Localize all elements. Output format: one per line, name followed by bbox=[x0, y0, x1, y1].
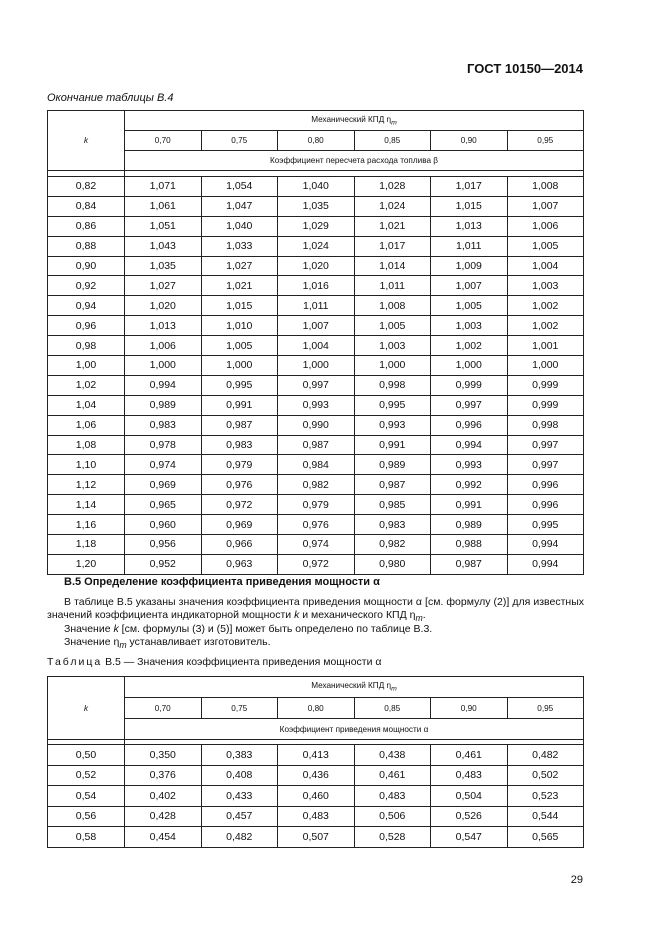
k-value-cell: 1,12 bbox=[48, 475, 125, 495]
value-cell: 0,998 bbox=[507, 415, 584, 435]
value-cell: 1,000 bbox=[507, 356, 584, 376]
value-cell: 1,047 bbox=[201, 196, 278, 216]
value-cell: 1,020 bbox=[278, 256, 355, 276]
k-value-cell: 0,92 bbox=[48, 276, 125, 296]
k-value-cell: 0,98 bbox=[48, 336, 125, 356]
section-heading: В.5 Определение коэффициента приведения мощности α bbox=[64, 576, 380, 588]
table-row bbox=[48, 236, 584, 256]
value-cell: 1,000 bbox=[431, 356, 508, 376]
value-cell: 0,985 bbox=[354, 495, 431, 515]
value-cell: 0,438 bbox=[354, 745, 431, 766]
value-cell: 1,013 bbox=[125, 316, 202, 336]
table-row bbox=[48, 196, 584, 216]
value-cell: 1,027 bbox=[125, 276, 202, 296]
value-cell: 1,000 bbox=[278, 356, 355, 376]
value-cell: 1,008 bbox=[507, 177, 584, 197]
section-paragraph-2: Значение k [см. формулы (3) и (5)] может быть определено по таблице В.3. bbox=[64, 623, 433, 635]
k-value-cell: 0,84 bbox=[48, 196, 125, 216]
value-cell: 0,428 bbox=[125, 806, 202, 827]
column-header: 0,90 bbox=[431, 131, 508, 151]
value-cell: 1,014 bbox=[354, 256, 431, 276]
value-cell: 0,547 bbox=[431, 827, 508, 848]
table-row bbox=[48, 296, 584, 316]
value-cell: 0,994 bbox=[507, 535, 584, 555]
value-cell: 1,033 bbox=[201, 236, 278, 256]
value-cell: 0,460 bbox=[278, 786, 355, 807]
table-row bbox=[48, 455, 584, 475]
table-row bbox=[48, 745, 584, 766]
value-cell: 0,457 bbox=[201, 806, 278, 827]
value-cell: 0,402 bbox=[125, 786, 202, 807]
value-cell: 1,000 bbox=[354, 356, 431, 376]
value-cell: 0,952 bbox=[125, 554, 202, 574]
value-cell: 0,983 bbox=[201, 435, 278, 455]
value-cell: 0,995 bbox=[201, 375, 278, 395]
column-header: 0,70 bbox=[125, 698, 202, 719]
section-paragraph-1: В таблице В.5 указаны значения коэффициента приведения мощности α [см. формулу (2)] для известных значений коэффициента индикаторной мощности k и механического КПД $\eta_m$. bbox=[47, 596, 584, 624]
value-cell: 1,011 bbox=[354, 276, 431, 296]
k-value-cell: 1,02 bbox=[48, 375, 125, 395]
value-cell: 1,061 bbox=[125, 196, 202, 216]
k-header: k bbox=[48, 111, 125, 171]
column-header: 0,75 bbox=[201, 698, 278, 719]
table-row bbox=[48, 276, 584, 296]
value-cell: 0,990 bbox=[278, 415, 355, 435]
table-row bbox=[48, 356, 584, 376]
value-cell: 0,461 bbox=[354, 765, 431, 786]
table-row bbox=[48, 827, 584, 848]
value-cell: 1,017 bbox=[354, 236, 431, 256]
value-cell: 0,978 bbox=[125, 435, 202, 455]
value-cell: 0,976 bbox=[278, 515, 355, 535]
value-cell: 0,483 bbox=[354, 786, 431, 807]
column-header: 0,80 bbox=[278, 698, 355, 719]
value-cell: 0,974 bbox=[278, 535, 355, 555]
table-row bbox=[48, 316, 584, 336]
table-row bbox=[48, 495, 584, 515]
value-cell: 1,011 bbox=[431, 236, 508, 256]
value-cell: 1,003 bbox=[507, 276, 584, 296]
value-cell: 1,005 bbox=[354, 316, 431, 336]
column-header: 0,95 bbox=[507, 698, 584, 719]
value-cell: 1,028 bbox=[354, 177, 431, 197]
column-header: 0,70 bbox=[125, 131, 202, 151]
value-cell: 1,020 bbox=[125, 296, 202, 316]
k-value-cell: 1,06 bbox=[48, 415, 125, 435]
value-cell: 0,461 bbox=[431, 745, 508, 766]
k-value-cell: 0,50 bbox=[48, 745, 125, 766]
value-cell: 1,002 bbox=[507, 296, 584, 316]
efficiency-header bbox=[125, 677, 584, 698]
k-value-cell: 0,52 bbox=[48, 765, 125, 786]
value-cell: 1,027 bbox=[201, 256, 278, 276]
value-cell: 0,994 bbox=[431, 435, 508, 455]
value-cell: 1,017 bbox=[431, 177, 508, 197]
value-cell: 0,482 bbox=[507, 745, 584, 766]
value-cell: 0,991 bbox=[354, 435, 431, 455]
value-cell: 1,021 bbox=[201, 276, 278, 296]
value-cell: 1,003 bbox=[431, 316, 508, 336]
table-row bbox=[48, 765, 584, 786]
value-cell: 1,002 bbox=[507, 316, 584, 336]
table-b5-caption: Таблица В.5 — Значения коэффициента приведения мощности α bbox=[47, 656, 382, 668]
value-cell: 0,983 bbox=[125, 415, 202, 435]
table-row bbox=[48, 177, 584, 197]
table-row bbox=[48, 375, 584, 395]
value-cell: 0,523 bbox=[507, 786, 584, 807]
value-cell: 1,007 bbox=[507, 196, 584, 216]
value-cell: 1,002 bbox=[431, 336, 508, 356]
value-cell: 0,528 bbox=[354, 827, 431, 848]
value-cell: 0,989 bbox=[125, 395, 202, 415]
value-cell: 0,960 bbox=[125, 515, 202, 535]
value-cell: 0,436 bbox=[278, 765, 355, 786]
value-cell: 0,544 bbox=[507, 806, 584, 827]
value-cell: 0,997 bbox=[507, 455, 584, 475]
value-cell: 0,565 bbox=[507, 827, 584, 848]
k-value-cell: 0,54 bbox=[48, 786, 125, 807]
value-cell: 0,507 bbox=[278, 827, 355, 848]
value-cell: 0,483 bbox=[431, 765, 508, 786]
value-cell: 0,991 bbox=[431, 495, 508, 515]
value-cell: 0,998 bbox=[354, 375, 431, 395]
value-cell: 1,004 bbox=[507, 256, 584, 276]
value-cell: 1,007 bbox=[278, 316, 355, 336]
value-cell: 0,997 bbox=[431, 395, 508, 415]
value-cell: 0,991 bbox=[201, 395, 278, 415]
column-header: 0,80 bbox=[278, 131, 355, 151]
value-cell: 1,021 bbox=[354, 216, 431, 236]
k-value-cell: 0,82 bbox=[48, 177, 125, 197]
value-cell: 1,011 bbox=[278, 296, 355, 316]
k-value-cell: 1,04 bbox=[48, 395, 125, 415]
value-cell: 0,996 bbox=[431, 415, 508, 435]
value-cell: 0,992 bbox=[431, 475, 508, 495]
value-cell: 0,987 bbox=[201, 415, 278, 435]
efficiency-header bbox=[125, 111, 584, 131]
column-header: 0,75 bbox=[201, 131, 278, 151]
value-cell: 0,433 bbox=[201, 786, 278, 807]
value-cell: 0,999 bbox=[431, 375, 508, 395]
value-cell: 0,994 bbox=[507, 554, 584, 574]
k-value-cell: 1,18 bbox=[48, 535, 125, 555]
value-cell: 0,997 bbox=[507, 435, 584, 455]
k-value-cell: 1,10 bbox=[48, 455, 125, 475]
value-cell: 1,006 bbox=[125, 336, 202, 356]
page-number: 29 bbox=[570, 874, 583, 886]
value-cell: 1,015 bbox=[201, 296, 278, 316]
value-cell: 1,005 bbox=[201, 336, 278, 356]
value-cell: 0,993 bbox=[354, 415, 431, 435]
value-cell: 0,956 bbox=[125, 535, 202, 555]
column-header: 0,95 bbox=[507, 131, 584, 151]
table-row bbox=[48, 786, 584, 807]
value-cell: 1,000 bbox=[201, 356, 278, 376]
value-cell: 1,035 bbox=[125, 256, 202, 276]
value-cell: 1,040 bbox=[201, 216, 278, 236]
value-cell: 0,974 bbox=[125, 455, 202, 475]
value-cell: 1,003 bbox=[354, 336, 431, 356]
table-row bbox=[48, 415, 584, 435]
value-cell: 0,984 bbox=[278, 455, 355, 475]
value-cell: 0,504 bbox=[431, 786, 508, 807]
value-cell: 1,024 bbox=[354, 196, 431, 216]
value-cell: 0,972 bbox=[201, 495, 278, 515]
value-cell: 0,963 bbox=[201, 554, 278, 574]
value-cell: 0,972 bbox=[278, 554, 355, 574]
k-value-cell: 0,90 bbox=[48, 256, 125, 276]
value-cell: 0,987 bbox=[278, 435, 355, 455]
value-cell: 1,035 bbox=[278, 196, 355, 216]
efficiency-title: Механический КПД bbox=[311, 114, 385, 124]
document-header: ГОСТ 10150—2014 bbox=[467, 61, 583, 76]
column-header-row bbox=[48, 698, 584, 719]
value-cell: 0,408 bbox=[201, 765, 278, 786]
value-cell: 0,413 bbox=[278, 745, 355, 766]
k-value-cell: 0,56 bbox=[48, 806, 125, 827]
table-row bbox=[48, 256, 584, 276]
efficiency-title: Механический КПД bbox=[311, 681, 385, 691]
value-cell: 0,995 bbox=[354, 395, 431, 415]
value-cell: 0,350 bbox=[125, 745, 202, 766]
value-cell: 1,010 bbox=[201, 316, 278, 336]
value-cell: 1,040 bbox=[278, 177, 355, 197]
value-cell: 0,987 bbox=[354, 475, 431, 495]
coefficient-header: Коэффициент приведения мощности α bbox=[125, 719, 584, 740]
value-cell: 1,013 bbox=[431, 216, 508, 236]
value-cell: 1,009 bbox=[431, 256, 508, 276]
column-header: 0,90 bbox=[431, 698, 508, 719]
value-cell: 0,965 bbox=[125, 495, 202, 515]
table-row bbox=[48, 806, 584, 827]
table-row bbox=[48, 515, 584, 535]
value-cell: 1,000 bbox=[125, 356, 202, 376]
value-cell: 0,482 bbox=[201, 827, 278, 848]
value-cell: 0,989 bbox=[354, 455, 431, 475]
value-cell: 0,506 bbox=[354, 806, 431, 827]
table-b5 bbox=[47, 676, 584, 848]
table-b4-end bbox=[47, 110, 584, 575]
k-value-cell: 1,00 bbox=[48, 356, 125, 376]
value-cell: 0,999 bbox=[507, 375, 584, 395]
table-row bbox=[48, 435, 584, 455]
value-cell: 0,997 bbox=[278, 375, 355, 395]
value-cell: 0,999 bbox=[507, 395, 584, 415]
value-cell: 0,993 bbox=[278, 395, 355, 415]
value-cell: 1,029 bbox=[278, 216, 355, 236]
table-continuation-caption: Окончание таблицы В.4 bbox=[47, 92, 174, 104]
value-cell: 0,993 bbox=[431, 455, 508, 475]
table-row bbox=[48, 216, 584, 236]
value-cell: 0,983 bbox=[354, 515, 431, 535]
value-cell: 0,969 bbox=[201, 515, 278, 535]
k-header: k bbox=[48, 677, 125, 740]
value-cell: 0,988 bbox=[431, 535, 508, 555]
k-value-cell: 0,88 bbox=[48, 236, 125, 256]
table-row bbox=[48, 395, 584, 415]
value-cell: 1,001 bbox=[507, 336, 584, 356]
column-header-row bbox=[48, 131, 584, 151]
table-row bbox=[48, 535, 584, 555]
value-cell: 1,005 bbox=[507, 236, 584, 256]
table-row bbox=[48, 336, 584, 356]
value-cell: 1,008 bbox=[354, 296, 431, 316]
value-cell: 0,989 bbox=[431, 515, 508, 535]
value-cell: 0,996 bbox=[507, 495, 584, 515]
value-cell: 0,994 bbox=[125, 375, 202, 395]
k-value-cell: 0,58 bbox=[48, 827, 125, 848]
k-value-cell: 0,86 bbox=[48, 216, 125, 236]
value-cell: 1,071 bbox=[125, 177, 202, 197]
table-row bbox=[48, 554, 584, 574]
value-cell: 0,966 bbox=[201, 535, 278, 555]
k-value-cell: 1,16 bbox=[48, 515, 125, 535]
value-cell: 1,005 bbox=[431, 296, 508, 316]
coefficient-header: Коэффициент пересчета расхода топлива β bbox=[125, 151, 584, 171]
value-cell: 1,016 bbox=[278, 276, 355, 296]
k-value-cell: 1,14 bbox=[48, 495, 125, 515]
value-cell: 0,979 bbox=[278, 495, 355, 515]
value-cell: 0,982 bbox=[278, 475, 355, 495]
value-cell: 0,526 bbox=[431, 806, 508, 827]
value-cell: 0,987 bbox=[431, 554, 508, 574]
value-cell: 0,383 bbox=[201, 745, 278, 766]
table-row bbox=[48, 475, 584, 495]
value-cell: 1,051 bbox=[125, 216, 202, 236]
column-header: 0,85 bbox=[354, 698, 431, 719]
eta-symbol: $\eta_m$ bbox=[386, 114, 397, 127]
value-cell: 0,502 bbox=[507, 765, 584, 786]
value-cell: 0,995 bbox=[507, 515, 584, 535]
value-cell: 1,004 bbox=[278, 336, 355, 356]
value-cell: 1,006 bbox=[507, 216, 584, 236]
value-cell: 0,483 bbox=[278, 806, 355, 827]
value-cell: 0,376 bbox=[125, 765, 202, 786]
value-cell: 0,454 bbox=[125, 827, 202, 848]
eta-symbol: $\eta_m$ bbox=[386, 681, 397, 693]
value-cell: 0,980 bbox=[354, 554, 431, 574]
value-cell: 1,007 bbox=[431, 276, 508, 296]
value-cell: 1,015 bbox=[431, 196, 508, 216]
value-cell: 0,982 bbox=[354, 535, 431, 555]
value-cell: 0,969 bbox=[125, 475, 202, 495]
value-cell: 1,043 bbox=[125, 236, 202, 256]
value-cell: 0,996 bbox=[507, 475, 584, 495]
value-cell: 1,024 bbox=[278, 236, 355, 256]
column-header: 0,85 bbox=[354, 131, 431, 151]
section-paragraph-3: Значение $\eta_m$ устанавливает изготовитель. bbox=[64, 636, 271, 651]
k-value-cell: 1,20 bbox=[48, 554, 125, 574]
value-cell: 0,976 bbox=[201, 475, 278, 495]
value-cell: 1,054 bbox=[201, 177, 278, 197]
k-value-cell: 0,94 bbox=[48, 296, 125, 316]
k-value-cell: 0,96 bbox=[48, 316, 125, 336]
value-cell: 0,979 bbox=[201, 455, 278, 475]
k-value-cell: 1,08 bbox=[48, 435, 125, 455]
